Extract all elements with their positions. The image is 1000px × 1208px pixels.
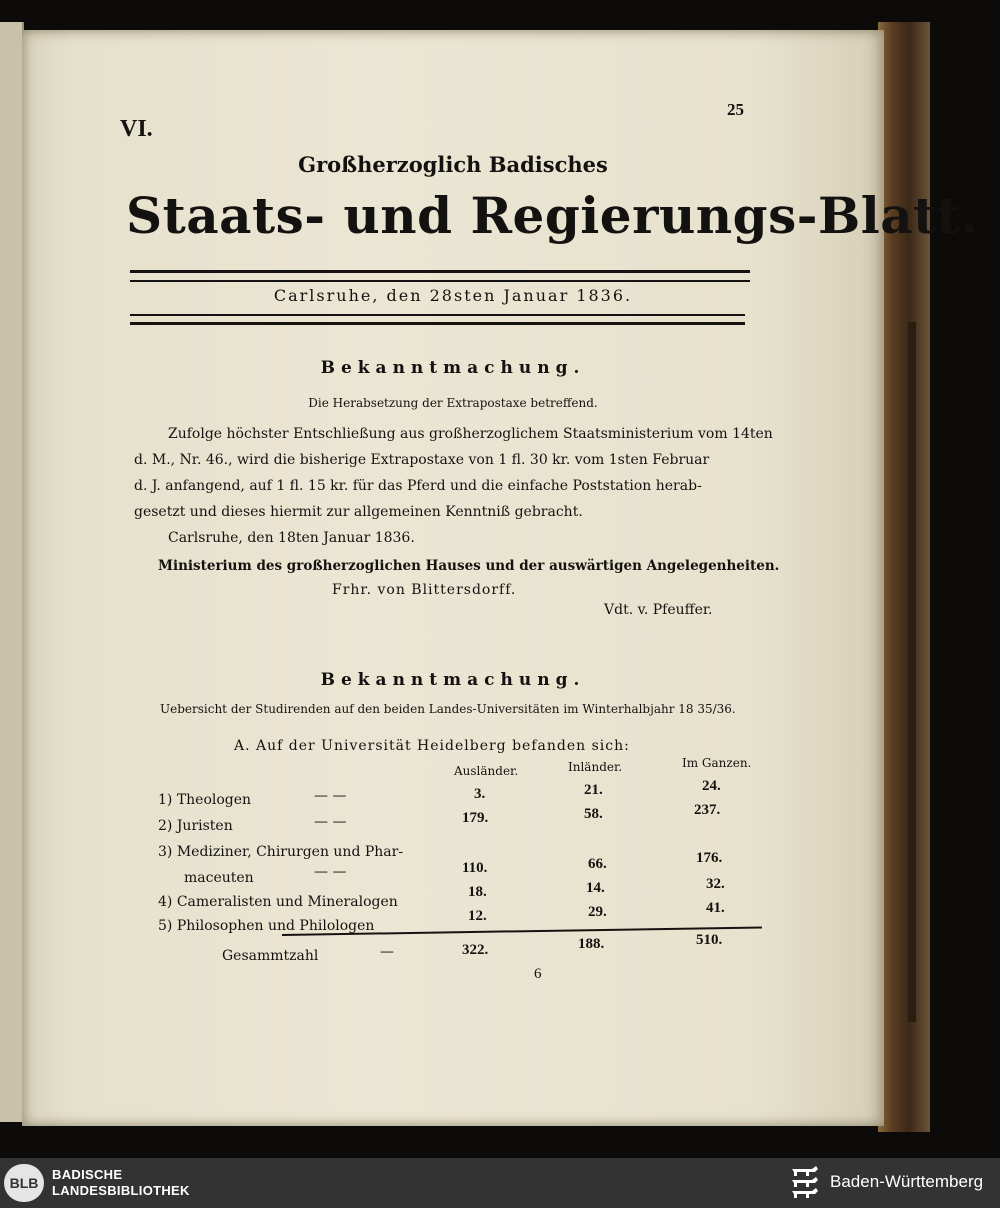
notice1-line2: d. M., Nr. 46., wird die bisherige Extrapostaxe von 1 fl. 30 kr. vom 1sten Februar [134, 452, 710, 468]
blb-logo[interactable]: BLB [4, 1164, 44, 1202]
document-page [22, 30, 979, 1126]
total-inlaender: 188. [578, 936, 605, 952]
library-name[interactable] [52, 1167, 190, 1199]
total-dashes: — [380, 944, 394, 960]
table-row-label: 5) Philosophen und Philologen [158, 918, 375, 934]
masthead-rule-top [130, 270, 750, 273]
total-ganzen: 510. [696, 932, 723, 948]
notice1-subtitle: Die Herabsetzung der Extrapostaxe betreffend. [308, 396, 598, 410]
dateline-rule-bottom [130, 322, 745, 325]
notice1-ministry: Ministerium des großherzoglichen Hauses und der auswärtigen Angelegenheiten. [158, 558, 780, 574]
table-cell-inlaender: 66. [588, 856, 607, 872]
table-cell-auslaender: 179. [462, 810, 489, 826]
page-number: 25 [727, 100, 744, 119]
table-cell-ganzen: 24. [702, 778, 721, 794]
table-cell-auslaender: 3. [474, 786, 486, 802]
table-row-dashes: — — [314, 864, 347, 880]
table-row-label-continued: maceuten [184, 870, 254, 886]
notice2-section-heading: A. Auf der Universität Heidelberg befanden sich: [234, 738, 630, 754]
masthead-title: Staats- und Regierungs-Blatt. [126, 186, 979, 245]
state-name[interactable]: Baden-Württemberg [830, 1172, 984, 1191]
library-name-line1: BADISCHE [52, 1167, 123, 1182]
notice1-title: Bekanntmachung. [320, 358, 586, 378]
left-page-edge [0, 22, 24, 1122]
signature-mark: 6 [534, 966, 542, 982]
library-name-line2: LANDESBIBLIOTHEK [52, 1183, 190, 1198]
three-lions-icon [790, 1165, 820, 1201]
notice1-place-date: Carlsruhe, den 18ten Januar 1836. [168, 530, 415, 546]
dateline: Carlsruhe, den 28sten Januar 1836. [273, 286, 633, 305]
col-inlaender: Inländer. [568, 760, 623, 774]
table-cell-inlaender: 21. [584, 782, 603, 798]
table-row-label: 2) Juristen [158, 818, 233, 834]
notice2-subtitle: Uebersicht der Studirenden auf den beiden Landes-Universitäten im Winterhalbjahr 18 35/36. [160, 702, 736, 716]
table-cell-ganzen: 32. [706, 876, 725, 892]
table-cell-ganzen: 176. [696, 850, 723, 866]
notice2-title: Bekanntmachung. [320, 670, 586, 690]
notice1-line1: Zufolge höchster Entschließung aus großherzoglichem Staatsministerium vom 14ten [168, 426, 773, 442]
dateline-rule-thin [130, 314, 745, 316]
table-row-dashes: — — [314, 788, 347, 804]
table-cell-ganzen: 237. [694, 802, 721, 818]
total-auslaender: 322. [462, 942, 489, 958]
table-cell-auslaender: 110. [462, 860, 488, 876]
total-label: Gesammtzahl [222, 948, 319, 964]
masthead-rule-top-thin [130, 280, 750, 282]
notice1-signer: Frhr. von Blittersdorff. [332, 582, 517, 598]
table-cell-auslaender: 18. [468, 884, 487, 900]
table-cell-auslaender: 12. [468, 908, 487, 924]
table-row-label: 3) Mediziner, Chirurgen und Phar- [158, 844, 404, 860]
viewer-footer-bar [0, 1158, 1000, 1208]
table-cell-inlaender: 29. [588, 904, 607, 920]
masthead-line1: Großherzoglich Badisches [298, 152, 608, 177]
table-cell-inlaender: 14. [586, 880, 605, 896]
col-auslaender: Ausländer. [454, 764, 519, 778]
issue-number: VI. [120, 116, 153, 142]
table-cell-ganzen: 41. [706, 900, 725, 916]
table-row-label: 1) Theologen [158, 792, 252, 808]
table-cell-inlaender: 58. [584, 806, 603, 822]
notice1-line3: d. J. anfangend, auf 1 fl. 15 kr. für das Pferd und die einfache Poststation herab- [134, 478, 702, 494]
notice1-line4: gesetzt und dieses hiermit zur allgemeinen Kenntniß gebracht. [134, 504, 583, 520]
table-row-label: 4) Cameralisten und Mineralogen [158, 894, 398, 910]
col-im-ganzen: Im Ganzen. [682, 756, 752, 770]
table-row-dashes: — — [314, 814, 347, 830]
notice1-countersign: Vdt. v. Pfeuffer. [604, 602, 713, 618]
